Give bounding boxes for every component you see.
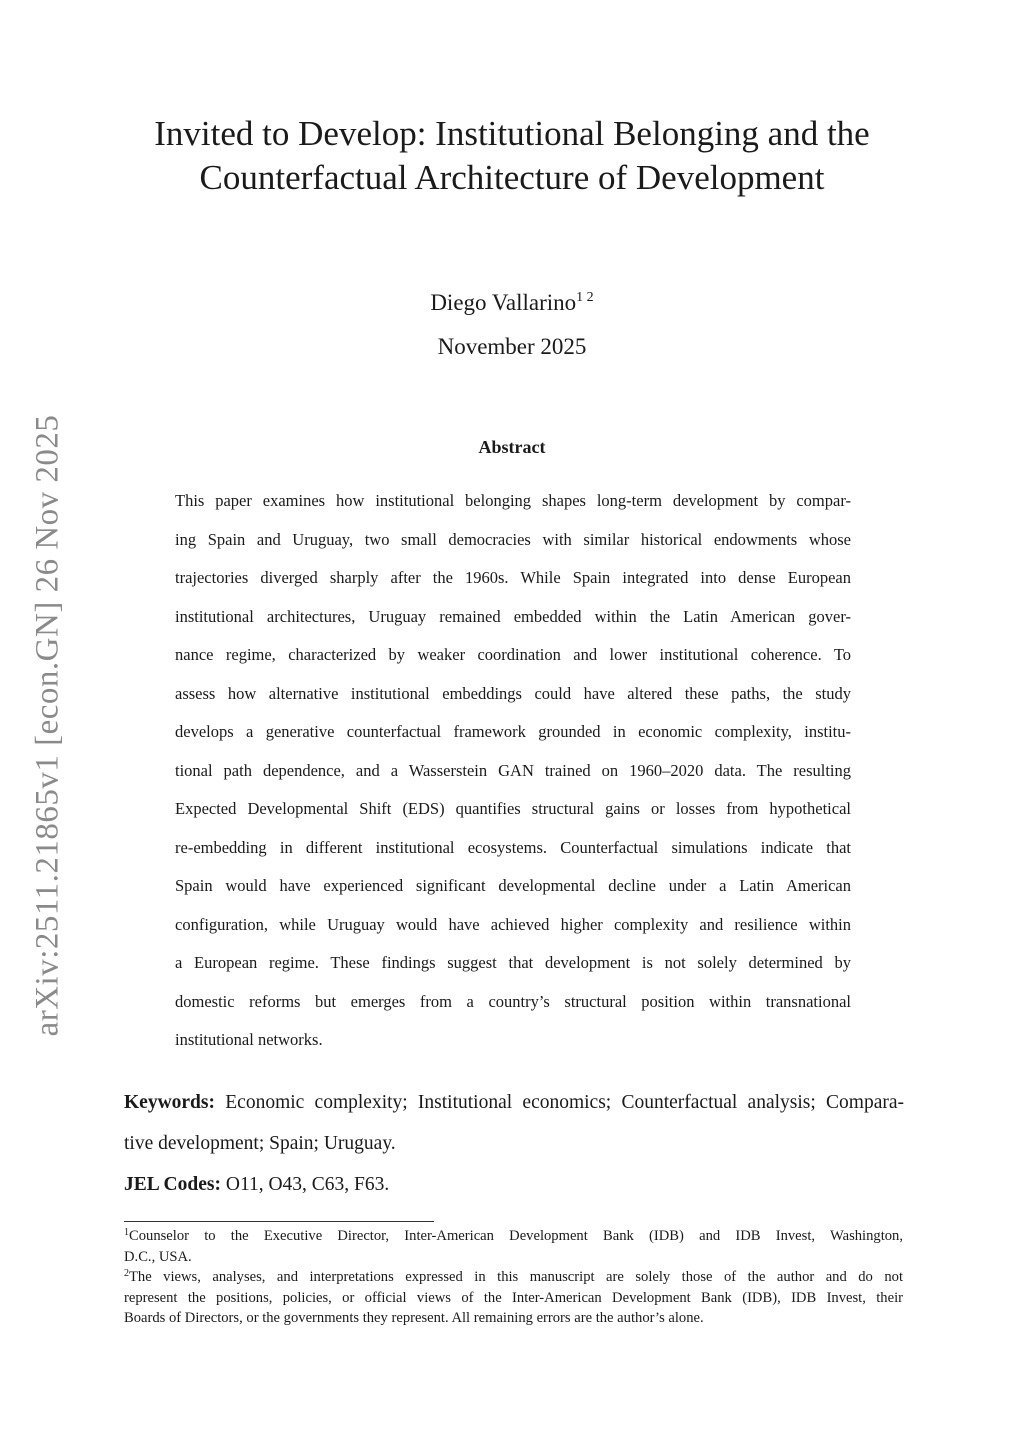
footnote-mark: 1 bbox=[124, 1227, 129, 1238]
abstract-line: configuration, while Uruguay would have achieved higher complexity and resilience within bbox=[175, 914, 851, 934]
abstract-line: nance regime, characterized by weaker coordination and lower institutional coherence. To bbox=[175, 645, 851, 664]
footnote-line bbox=[124, 1226, 903, 1247]
abstract-line: develops a generative counterfactual framework grounded in economic complexity, institu- bbox=[175, 722, 851, 741]
keywords-text: Economic complexity; Institutional economics; Counterfactual analysis; Compara- bbox=[225, 1092, 905, 1113]
author-name: Diego Vallarino bbox=[430, 290, 577, 315]
footnote-mark: 2 bbox=[124, 1268, 129, 1279]
abstract-line: institutional networks. bbox=[175, 1030, 323, 1049]
jel-value: O11, O43, C63, F63. bbox=[225, 1174, 390, 1195]
publication-date: November 2025 bbox=[437, 334, 587, 359]
abstract-heading: Abstract bbox=[478, 437, 546, 457]
keywords-line bbox=[124, 1082, 904, 1123]
title-line: Counterfactual Architecture of Development bbox=[199, 158, 825, 197]
jel-codes bbox=[124, 1164, 904, 1205]
arxiv-side-identifier bbox=[20, 400, 76, 1050]
abstract-line: re-embedding in different institutional ecosystems. Counterfactual simulations indicate that bbox=[175, 837, 851, 857]
abstract-line: ing Spain and Uruguay, two small democracies with similar historical endowments whose bbox=[175, 529, 851, 549]
arxiv-identifier-text: arXiv:2511.21865v1 [econ.GN] 26 Nov 2025 bbox=[29, 414, 66, 1036]
keywords-label: Keywords: bbox=[124, 1092, 215, 1113]
footnote-rule bbox=[124, 1221, 434, 1222]
footnotes bbox=[124, 1226, 903, 1329]
abstract-line: tional path dependence, and a Wasserstein GAN trained on 1960–2020 data. The resulting bbox=[175, 760, 851, 780]
abstract-body bbox=[175, 482, 851, 1060]
footnote-line: Boards of Directors, or the governments they represent. All remaining errors are the author’s alone. bbox=[124, 1310, 704, 1326]
jel-label: JEL Codes: bbox=[124, 1174, 221, 1195]
paper-title bbox=[100, 112, 924, 200]
abstract-line: assess how alternative institutional embeddings could have altered these paths, the study bbox=[175, 683, 851, 703]
abstract-line: Expected Developmental Shift (EDS) quantifies structural gains or losses from hypothetical bbox=[175, 799, 851, 818]
abstract-line: institutional architectures, Uruguay remained embedded within the Latin American gover- bbox=[175, 606, 851, 626]
footnote-line: D.C., USA. bbox=[124, 1248, 192, 1265]
footnote-text: The views, analyses, and interpretations expressed in this manuscript are solely those of the author and do not bbox=[129, 1269, 903, 1285]
abstract-line: Spain would have experienced significant developmental decline under a Latin American bbox=[175, 876, 851, 895]
footnote-line: represent the positions, policies, or official views of the Inter-American Development Bank (IDB), IDB Invest, their bbox=[124, 1289, 903, 1306]
footnote-text: Counselor to the Executive Director, Inter-American Development Bank (IDB) and IDB Invest, Washington, bbox=[129, 1228, 903, 1244]
footnote-line bbox=[124, 1267, 903, 1288]
abstract-line: a European regime. These findings suggest that development is not solely determined by bbox=[175, 953, 851, 972]
keywords-section bbox=[124, 1082, 904, 1164]
keywords-line: tive development; Spain; Uruguay. bbox=[124, 1133, 396, 1154]
author-affiliation-marks: 1 2 bbox=[576, 290, 594, 305]
title-line: Invited to Develop: Institutional Belonging and the bbox=[154, 114, 870, 153]
abstract-line: This paper examines how institutional belonging shapes long-term development by compar- bbox=[175, 491, 851, 510]
abstract-line: domestic reforms but emerges from a country’s structural position within transnational bbox=[175, 991, 851, 1011]
abstract-line: trajectories diverged sharply after the 1960s. While Spain integrated into dense European bbox=[175, 568, 851, 587]
author-line bbox=[100, 286, 924, 320]
